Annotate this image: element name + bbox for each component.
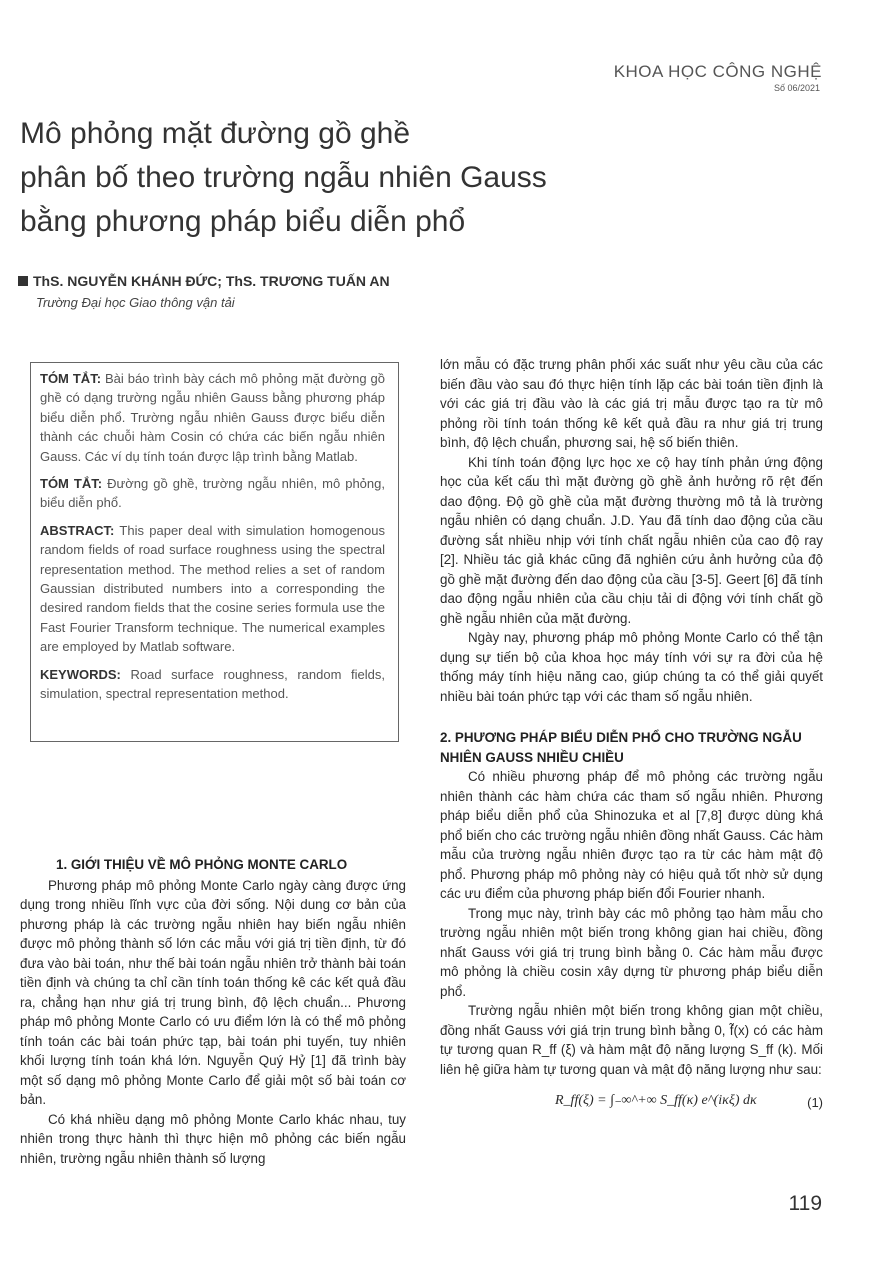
paragraph: lớn mẫu có đặc trưng phân phối xác suất như yêu cầu của các biến đầu vào sau đó thực hiện tính lặp các bài toán tiền định là với các giá trị đầu vào là các giá trị mẫu được tạo ra từ mô phỏng rồi tính toán thống kê kết quả đầu ra như giá trị trung bình, độ lệch chuẩn, phương sai, hệ số biến thiên. — [440, 357, 823, 450]
page-number: 119 — [788, 1192, 822, 1215]
keywords-text: Road surface roughness, random fields, simulation, spectral representation method. — [40, 666, 385, 702]
issue-number: Số 06/2021 — [773, 83, 820, 93]
keywords-vi-label: TÓM TẮT: — [40, 476, 103, 492]
summary — [40, 369, 385, 466]
summary-label: TÓM TẮT: — [40, 371, 102, 386]
paragraph: Có nhiều phương pháp để mô phỏng các trường ngẫu nhiên thành các hàm chứa các tham số ngẫu nhiên. Phương pháp biểu diễn phổ của Shinozuka et al [7,8] được dùng khá phổ biến cho các trường ngẫu nhiên đồng nhất Gauss. Các hàm mẫu của trường ngẫu nhiên được tạo ra từ các hàm mật độ phổ. Phương pháp mô phỏng này có hiệu quả tốt nhờ sử dụng các ưu điểm của phương pháp biến đổi Fourier nhanh. — [440, 769, 823, 901]
abstract-box — [30, 362, 399, 742]
authors — [18, 273, 390, 289]
paragraph: Phương pháp mô phỏng Monte Carlo ngày càng được ứng dụng trong nhiều lĩnh vực của đời sống. Nội dung cơ bản của phương pháp là các trường ngẫu nhiên hay biến ngẫu nhiên được mô phỏng thành số lớn các mẫu với giá trị tiền định, từ đó đưa vào bài toán, như thế bài toán ngẫu nhiên trở thành bài toán tiền định và chúng ta chỉ cần tính toán thống kê các kết quả đầu ra, chẳng hạn như giá trị trung bình, độ lệch chuẩn... Phương pháp mô phỏng Monte Carlo có ưu điểm lớn là có thể mô phỏng tính toán các bài toán phức tạp, bài toán phi tuyến, tuy nhiên khối lượng tính toán khá lớn. Nguyễn Quý Hỷ [1] đã trình bày một số dạng mô phỏng Monte Carlo để giải một số bài toán cơ bản. — [20, 877, 406, 1107]
journal-name: KHOA HỌC CÔNG NGHỆ — [613, 62, 822, 81]
paragraph: Trong mục này, trình bày các mô phỏng tạo hàm mẫu cho trường ngẫu nhiên một biến trong không gian hai chiều, đồng nhất Gauss với giá trị trung bình bằng 0. Các hàm mẫu được mô phỏng là chiều cosin xây dựng từ phương pháp biểu diễn phổ. — [440, 905, 823, 999]
equation-formula: R_ff(ξ) = ∫₋∞^+∞ S_ff(κ) e^(iκξ) dκ — [555, 1093, 757, 1108]
keywords-label: KEYWORDS: — [40, 666, 121, 682]
section-2-heading: 2. PHƯƠNG PHÁP BIỂU DIỄN PHỔ CHO TRƯỜNG NGẪU NHIÊN GAUSS NHIỀU CHIỀU — [440, 730, 802, 765]
paragraph: Trường ngẫu nhiên một biến trong không gian một chiều, đồng nhất Gauss với giá trịn trung bình bằng 0, f̃(x) có các hàm tự tương quan R_ff (ξ) và hàm mật độ năng lượng S_ff (k). Mối liên hệ giữa hàm tự tương quan và mật độ năng lượng như sau: — [440, 1003, 823, 1077]
title-line: phân bố theo trường ngẫu nhiên Gauss — [20, 161, 547, 194]
right-column — [440, 355, 823, 1121]
equation-number: (1) — [807, 1095, 823, 1110]
keywords-vi — [40, 474, 385, 513]
keywords-vi-text: Đường gồ ghề, trường ngẫu nhiên, mô phỏng, biểu diễn phổ. — [40, 476, 385, 511]
paragraph: Khi tính toán động lực học xe cộ hay tính phản ứng động học của kết cấu thì mặt đường gồ ghề ảnh hưởng rõ rệt đến dao động. Độ gồ ghề của mặt đường thường mô tả là trường ngẫu nhiên có dạng chuẩn. J.D. Yau đã tính dao động của cầu đường sắt nhiều nhịp với tính chất ngẫu nhiên của cao độ ray [2]. Nhiều tác giả khác cũng đã nghiên cứu ảnh hưởng của độ gồ ghề mặt đường đến dao động của cầu [3-5]. Geert [6] đã tính dao động ngẫu nhiên của cầu chịu tải di động với tính chất gồ ghề ngẫu nhiên của mặt đường. — [440, 454, 823, 626]
author-names: ThS. NGUYỄN KHÁNH ĐỨC; ThS. TRƯƠNG TUẤN AN — [33, 273, 390, 289]
section-1-heading: 1. GIỚI THIỆU VỀ MÔ PHỎNG MONTE CARLO — [56, 857, 348, 872]
keywords — [40, 665, 385, 704]
abstract-text: This paper deal with simulation homogenous random fields of road surface roughness using the spectral representation method. The method relies a set of random Gaussian distributed numbers into a corresponding the desired random fields that the cosine series formula use the Fast Fourier Transform technique. The numerical examples are employed by Matlab software. — [40, 522, 385, 655]
title-line: Mô phỏng mặt đường gồ ghề — [20, 117, 411, 150]
equation-1 — [440, 1091, 823, 1121]
bullet-square-icon — [18, 276, 28, 286]
abstract-label: ABSTRACT: — [40, 522, 115, 538]
summary-text: Bài báo trình bày cách mô phỏng mặt đường gồ ghề có dạng trường ngẫu nhiên Gauss bằng phương pháp biểu diễn phổ. Trường ngẫu nhiên Gauss được biểu diễn thành các chuỗi hàm Cosin có chứa các biến ngẫu nhiên Gauss. Các ví dụ tính toán được lập trình bằng Matlab. — [40, 371, 385, 464]
title-line: bằng phương pháp biểu diễn phổ — [20, 205, 466, 238]
affiliation: Trường Đại học Giao thông vận tải — [36, 295, 235, 310]
paragraph: Có khá nhiều dạng mô phỏng Monte Carlo khác nhau, tuy nhiên trong thực hành thì thực hiện mô phỏng các biến ngẫu nhiên, trường ngẫu nhiên thành số lượng — [20, 1111, 406, 1166]
article-title — [20, 112, 720, 244]
paragraph: Ngày nay, phương pháp mô phỏng Monte Carlo có thể tận dụng sự tiến bộ của khoa học máy tính với sự ra đời của hệ thống máy tính hiệu năng cao, giúp chúng ta có thể giải quyết nhiều bài toán phức tạp với các tham số ngẫu nhiên. — [440, 630, 823, 704]
left-column — [20, 855, 406, 1168]
abstract — [40, 521, 385, 657]
